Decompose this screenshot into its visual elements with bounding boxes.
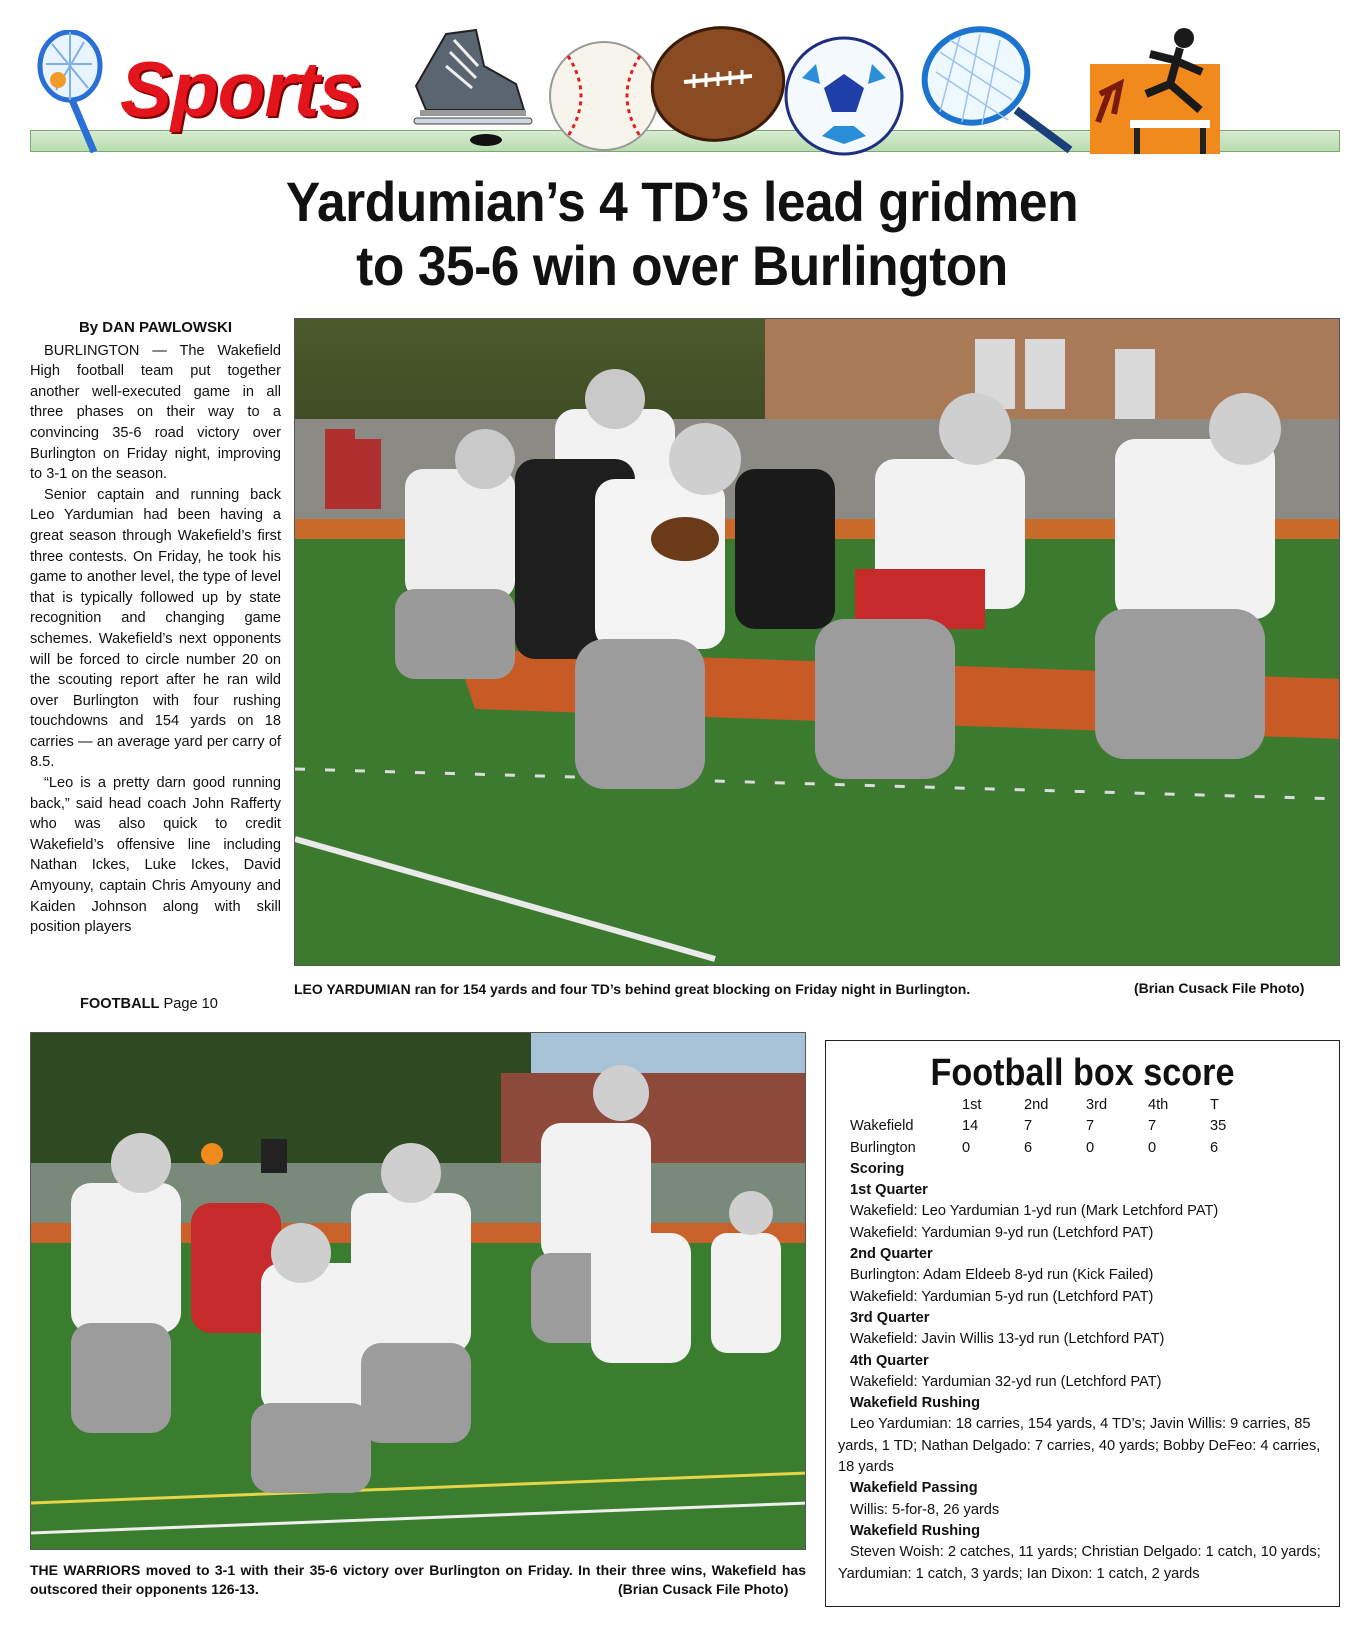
score-cell: 6	[1024, 1139, 1033, 1156]
tennis-racket-icon	[910, 22, 1080, 156]
article-paragraph: Senior captain and running back Leo Yardumian had been having a great season through Wakefield’s first three contests. On Friday, he took his game to another level, the type of level that is typically followed up by state recognition and changing game schemes. Wakefield’s next opponents will be forced to circle number 20 on the scouting report after he ran wild over Burlington with four rushing touchdowns and 154 yards on 18 carries — an average yard per carry of 8.5.	[30, 486, 281, 771]
soccer-ball-icon	[782, 34, 906, 158]
team-photo-warriors	[30, 1032, 806, 1550]
line-score-row	[850, 1138, 1272, 1159]
quarter-heading: 2nd Quarter	[850, 1246, 933, 1263]
photo2-credit: (Brian Cusack File Photo)	[612, 1581, 788, 1597]
line-score-header	[850, 1095, 1272, 1116]
score-cell: 7	[1148, 1118, 1157, 1135]
scoring-heading: Scoring	[850, 1160, 905, 1177]
football-icon	[648, 22, 788, 146]
rushing-stats: Leo Yardumian: 18 carries, 154 yards, 4 TD’s; Javin Willis: 9 carries, 85 yards, 1 TD; Nathan Delgado: 7 carries, 40 yards; Bobby DeFeo: 4 carries, 18 yards	[838, 1416, 1321, 1476]
passing-stats: Willis: 5-for-8, 26 yards	[850, 1501, 1000, 1518]
photo1-credit: (Brian Cusack File Photo)	[1134, 980, 1305, 996]
scoring-play: Wakefield: Yardumian 32-yd run (Letchford PAT)	[850, 1373, 1162, 1390]
scoring-play: Wakefield: Yardumian 5-yd run (Letchford PAT)	[850, 1288, 1154, 1305]
score-cell: 7	[1086, 1118, 1095, 1135]
score-cell: 0	[962, 1139, 971, 1156]
passing-heading: Wakefield Passing	[850, 1480, 978, 1497]
team-name: Wakefield	[850, 1118, 914, 1135]
column-header: 1st	[962, 1097, 982, 1113]
article-column	[30, 318, 281, 938]
photo2-caption-lead: THE WARRIORS	[30, 1562, 141, 1578]
article-paragraph: BURLINGTON — The Wakefield High football team put together another well-executed game in all three phases on their way to a convincing 35-6 road victory over Burlington on Friday night, improving to 3-1 on the season.	[30, 342, 281, 483]
score-cell: 7	[1024, 1118, 1033, 1135]
column-header: 2nd	[1024, 1097, 1049, 1113]
scoring-play: Wakefield: Javin Willis 13-yd run (Letchford PAT)	[850, 1331, 1165, 1348]
lacrosse-stick-icon	[32, 30, 112, 154]
quarter-heading: 1st Quarter	[850, 1182, 928, 1199]
receiving-stats: Steven Woish: 2 catches, 11 yards; Christian Delgado: 1 catch, 10 yards; Yardumian: 1 catch, 3 yards; Ian Dixon: 1 catch, 2 yards	[838, 1544, 1321, 1582]
score-cell: 6	[1210, 1139, 1219, 1156]
banner-title: Sports	[120, 45, 362, 133]
line-score-row	[850, 1116, 1272, 1137]
receiving-heading: Wakefield Rushing	[850, 1522, 981, 1539]
game-photo-yardumian	[294, 318, 1340, 966]
football-box-score	[825, 1040, 1340, 1607]
photo2-caption-text: moved to 3-1 with their 35-6 victory over Burlington on Friday. In their three wins, Wakefield has outscored their opponents 126-13.	[30, 1562, 807, 1597]
headline-line-1: Yardumian’s 4 TD’s lead gridmen	[285, 170, 1079, 233]
byline: By DAN PAWLOWSKI	[78, 319, 233, 336]
baseball-icon	[546, 38, 662, 154]
quarter-heading: 3rd Quarter	[850, 1309, 930, 1326]
quarter-heading: 4th Quarter	[850, 1352, 929, 1369]
score-cell: 14	[962, 1118, 979, 1135]
rushing-heading: Wakefield Rushing	[850, 1395, 981, 1412]
photo1-caption-text: ran for 154 yards and four TD’s behind great blocking on Friday night in Burlington.	[410, 981, 971, 997]
photo1-caption	[294, 980, 1054, 999]
score-cell: 0	[1086, 1139, 1095, 1156]
photo1-caption-lead: LEO YARDUMIAN	[294, 981, 411, 997]
headline	[55, 170, 1310, 298]
article-paragraph: “Leo is a pretty darn good running back,” said head coach John Rafferty who was also quick to credit Wakefield’s offensive line including Nathan Ickes, Luke Ickes, David Amyouny, captain Chris Amyouny and Kaiden Johnson along with skill position players	[30, 775, 281, 936]
column-header: 3rd	[1086, 1097, 1108, 1113]
column-header: T	[1210, 1097, 1219, 1113]
score-cell: 0	[1148, 1139, 1157, 1156]
sports-banner	[30, 18, 1340, 158]
jump-page: Page 10	[163, 996, 218, 1012]
scoring-play: Wakefield: Leo Yardumian 1-yd run (Mark Letchford PAT)	[850, 1203, 1219, 1220]
jump-label: FOOTBALL	[80, 996, 160, 1012]
jump-reference	[80, 996, 218, 1012]
scoring-play: Wakefield: Yardumian 9-yd run (Letchford PAT)	[850, 1224, 1154, 1241]
score-cell: 35	[1210, 1118, 1227, 1135]
ice-skate-icon	[406, 26, 536, 150]
headline-line-2: to 35-6 win over Burlington	[356, 234, 1008, 297]
column-header: 4th	[1148, 1097, 1169, 1113]
team-name: Burlington	[850, 1139, 916, 1156]
hurdler-icon	[1090, 24, 1220, 154]
scoring-play: Burlington: Adam Eldeeb 8-yd run (Kick Failed)	[850, 1267, 1154, 1284]
box-score-title: Football box score	[930, 1052, 1235, 1094]
line-score-table	[850, 1095, 1272, 1159]
